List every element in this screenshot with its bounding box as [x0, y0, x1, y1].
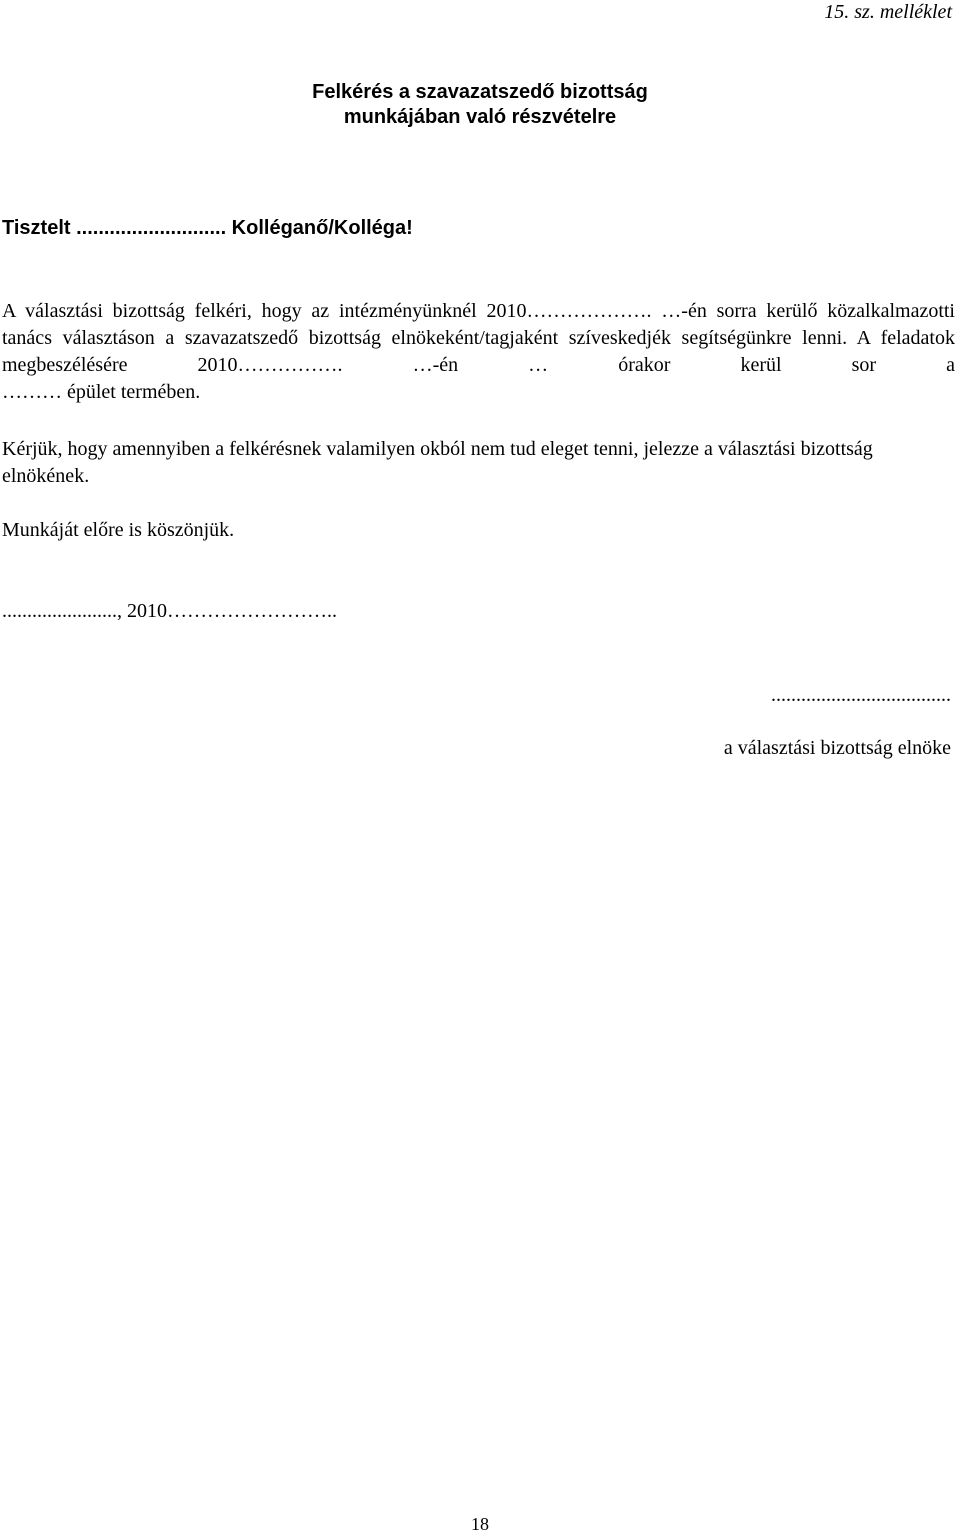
document-title-line-2: munkájában való részvételre [343, 106, 617, 128]
salutation: Tisztelt ........................... Kolléganő/Kolléga! [2, 217, 413, 239]
request-paragraph [2, 298, 955, 406]
notice-paragraph: Kérjük, hogy amennyiben a felkérésnek valamilyen okból nem tud eleget tenni, jelezze a választási bizottság elnökének. [2, 438, 873, 487]
signature-role: a választási bizottság elnöke [723, 737, 951, 759]
annex-label: 15. sz. melléklet [824, 1, 952, 23]
page-number: 18 [471, 1514, 489, 1534]
document-title [0, 80, 960, 130]
document-title-line-1: Felkérés a szavazatszedő bizottság [312, 81, 648, 103]
request-paragraph-text: A választási bizottság felkéri, hogy az intézményünknél 2010………………. …-én sorra kerülő közalkalmazotti tanács választáson a szavazatszedő bizottság elnökeként/tagjaként szíveskedjék segítségünkre lenni. A feladatok megbeszélésére 2010……………. …-én … órakor kerül sor a [2, 300, 955, 376]
signature-line: .................................... [771, 684, 951, 706]
signature-block [724, 682, 951, 762]
request-paragraph-last-line: ……… épület termében. [2, 381, 201, 403]
place-date-line: ......................., 2010…………………….. [2, 600, 337, 622]
thanks-paragraph: Munkáját előre is köszönjük. [2, 519, 235, 541]
